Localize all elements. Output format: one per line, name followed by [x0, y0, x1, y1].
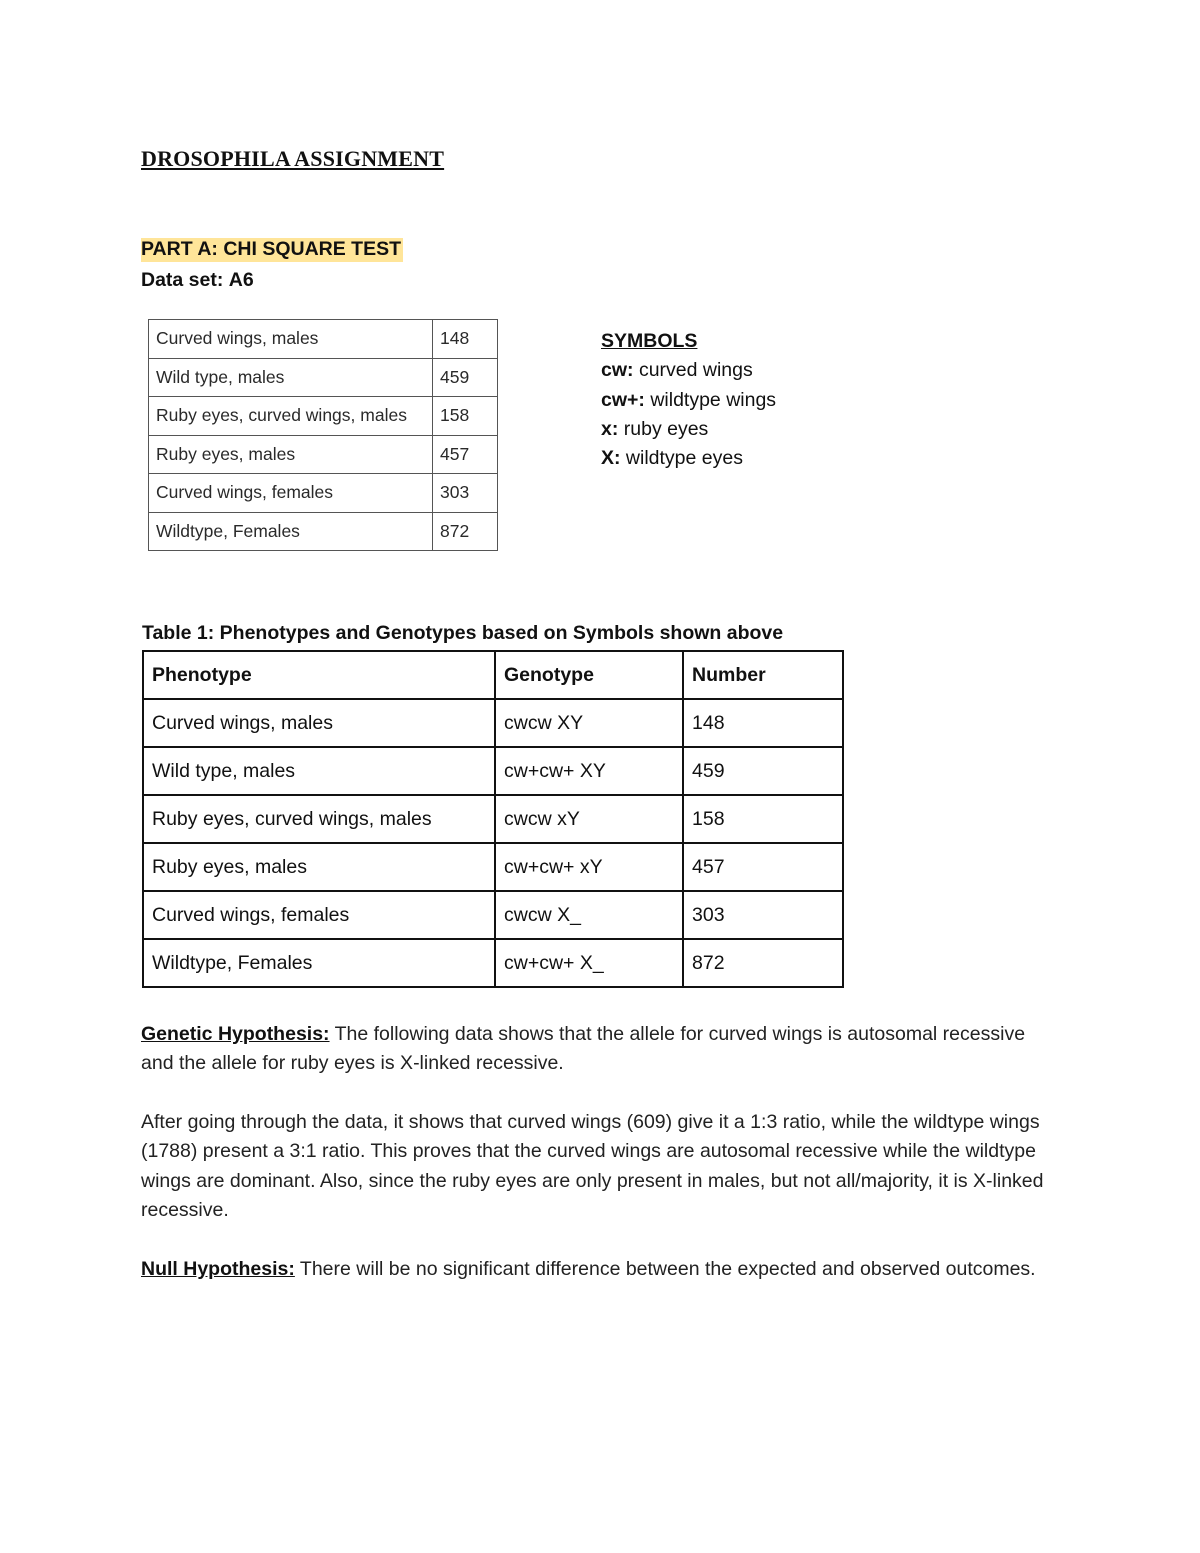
phenotype-cell: Ruby eyes, curved wings, males — [143, 795, 495, 843]
symbol-item — [601, 356, 776, 385]
analysis-paragraph: After going through the data, it shows that curved wings (609) give it a 1:3 ratio, while the wildtype wings (1788) present a 3:1 ratio. This proves that the curved wings are autosomal recessive while the wildtype wings are dominant. Also, since the ruby eyes are only present in males, but not all/majority, it is X-linked recessive. — [141, 1111, 1044, 1222]
symbol-key: x: — [601, 417, 619, 440]
document-title: DROSOPHILA ASSIGNMENT — [141, 146, 445, 171]
symbol-desc: ruby eyes — [623, 417, 709, 440]
symbol-key: cw: — [601, 359, 634, 382]
genotype-cell: cwcw xY — [495, 795, 683, 843]
table-row — [143, 843, 843, 891]
number-cell: 303 — [683, 891, 843, 939]
raw-label-cell: Wildtype, Females — [149, 512, 433, 551]
table-row — [143, 747, 843, 795]
phenotype-cell: Wildtype, Females — [143, 939, 495, 987]
number-cell: 457 — [683, 843, 843, 891]
raw-label-cell: Ruby eyes, curved wings, males — [149, 397, 433, 436]
part-a-heading: PART A: CHI SQUARE TEST — [141, 238, 402, 260]
phenotype-cell: Curved wings, females — [143, 891, 495, 939]
table-row — [143, 699, 843, 747]
phenotype-cell: Ruby eyes, males — [143, 843, 495, 891]
table-row — [149, 320, 498, 359]
table-1-caption: Table 1: Phenotypes and Genotypes based on Symbols shown above — [142, 622, 784, 644]
table-row — [143, 939, 843, 987]
symbol-item — [601, 444, 776, 473]
raw-value-cell: 459 — [433, 358, 498, 397]
table-row — [149, 435, 498, 474]
table-row — [149, 358, 498, 397]
symbol-key: X: — [601, 447, 621, 470]
symbols-heading: SYMBOLS — [601, 330, 698, 352]
dataset-value: A6 — [228, 269, 254, 291]
dataset-label: Data set: — [141, 269, 224, 291]
table-row — [149, 474, 498, 513]
number-cell: 158 — [683, 795, 843, 843]
symbol-item — [601, 386, 776, 415]
symbol-desc: wildtype eyes — [625, 447, 743, 470]
raw-label-cell: Curved wings, males — [149, 320, 433, 359]
number-cell: 459 — [683, 747, 843, 795]
null-hypothesis-paragraph — [141, 1255, 1061, 1284]
column-header-number: Number — [683, 651, 843, 699]
phenotype-cell: Wild type, males — [143, 747, 495, 795]
column-header-phenotype: Phenotype — [143, 651, 495, 699]
raw-value-cell: 457 — [433, 435, 498, 474]
table-row — [143, 891, 843, 939]
null-hypothesis-label: Null Hypothesis: — [141, 1258, 295, 1280]
raw-label-cell: Wild type, males — [149, 358, 433, 397]
table-row — [149, 512, 498, 551]
raw-data-table — [148, 319, 498, 551]
dataset-line — [141, 269, 254, 292]
raw-value-cell: 148 — [433, 320, 498, 359]
raw-label-cell: Curved wings, females — [149, 474, 433, 513]
table-row — [149, 397, 498, 436]
genotype-cell: cw+cw+ xY — [495, 843, 683, 891]
raw-value-cell: 303 — [433, 474, 498, 513]
number-cell: 872 — [683, 939, 843, 987]
symbols-legend — [601, 327, 776, 473]
genotype-cell: cw+cw+ XY — [495, 747, 683, 795]
column-header-genotype: Genotype — [495, 651, 683, 699]
genetic-hypothesis-paragraph — [141, 1020, 1061, 1079]
genotype-cell: cw+cw+ X_ — [495, 939, 683, 987]
genotype-cell: cwcw X_ — [495, 891, 683, 939]
phenotype-genotype-table — [142, 650, 844, 988]
symbol-item — [601, 415, 776, 444]
genetic-hypothesis-text: The following data shows that the allele for curved wings is autosomal recessive and the allele for ruby eyes is X-linked recessive. — [141, 1023, 1026, 1075]
symbol-desc: wildtype wings — [650, 388, 777, 411]
number-cell: 148 — [683, 699, 843, 747]
genotype-cell: cwcw XY — [495, 699, 683, 747]
raw-label-cell: Ruby eyes, males — [149, 435, 433, 474]
raw-value-cell: 158 — [433, 397, 498, 436]
null-hypothesis-text: There will be no significant difference between the expected and observed outcomes. — [294, 1258, 1036, 1280]
genetic-hypothesis-label: Genetic Hypothesis: — [141, 1023, 330, 1045]
symbol-key: cw+: — [601, 388, 645, 411]
phenotype-cell: Curved wings, males — [143, 699, 495, 747]
raw-value-cell: 872 — [433, 512, 498, 551]
symbol-desc: curved wings — [638, 359, 753, 382]
table-header-row — [143, 651, 843, 699]
table-row — [143, 795, 843, 843]
